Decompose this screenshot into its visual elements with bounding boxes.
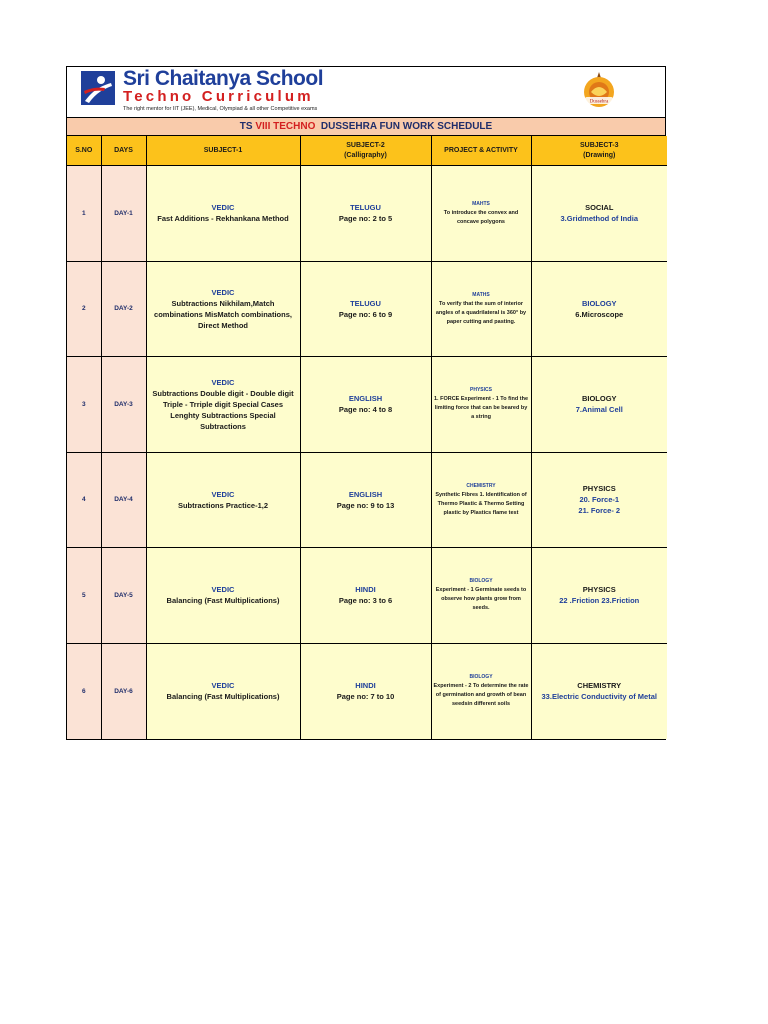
subject2-body: Page no: 6 to 9 xyxy=(338,309,393,319)
table-row xyxy=(67,357,667,453)
col-subject2-sub: (Calligraphy) xyxy=(344,151,387,159)
project-title: PHYSICS xyxy=(470,387,492,394)
subject3-body: 22 .Friction 23.Friction xyxy=(559,596,640,606)
project-title: MAHTS xyxy=(472,200,490,207)
col-subject2 xyxy=(300,136,431,166)
row-subject3 xyxy=(531,452,667,548)
project-title: BIOLOGY xyxy=(469,674,493,680)
subject1-title: VEDIC xyxy=(211,287,235,297)
col-subject3-title: SUBJECT-3 xyxy=(579,141,619,149)
school-logo-icon xyxy=(81,71,115,105)
row-subject2 xyxy=(300,452,431,548)
dussehra-badge-icon xyxy=(579,70,619,112)
brand-tagline: The right mentor for IIT (JEE), Medical, Olympiad & all other Competitive exams xyxy=(123,106,318,112)
col-sno: S.NO xyxy=(67,136,101,166)
row-day: DAY-3 xyxy=(101,357,146,453)
badge-label: Dussehra xyxy=(589,99,609,105)
brand-name: Sri Chaitanya School xyxy=(123,67,324,90)
subject2-title: ENGLISH xyxy=(348,394,383,404)
table-row xyxy=(67,261,667,357)
subject2-title: ENGLISH xyxy=(348,489,383,499)
row-project xyxy=(431,548,531,644)
subject3-body: 7.Animal Cell xyxy=(575,405,623,415)
row-subject2 xyxy=(300,357,431,453)
title-prefix: TS xyxy=(239,121,256,132)
subject3-body-2: 21. Force- 2 xyxy=(578,506,621,516)
subject1-title: VEDIC xyxy=(211,681,235,690)
row-project xyxy=(431,261,531,357)
row-subject1 xyxy=(146,643,300,739)
project-body: 1. FORCE Experiment - 1 To find the limiting force that can be beared by a string xyxy=(433,396,529,421)
subject1-body: Subtractions Nikhilam,Match combinations MisMatch combinations, Direct Method xyxy=(154,298,292,330)
subject2-title: TELUGU xyxy=(350,298,381,308)
project-title: BIOLOGY xyxy=(469,578,493,585)
title-grade: VIII TECHNO xyxy=(255,121,316,132)
subject2-title: HINDI xyxy=(355,681,376,690)
subject2-body: Page no: 7 to 10 xyxy=(336,692,395,701)
col-subject3 xyxy=(531,136,667,166)
subject2-body: Page no: 2 to 5 xyxy=(338,214,393,224)
row-subject3 xyxy=(531,166,667,262)
row-sno: 2 xyxy=(67,261,101,357)
subject2-body: Page no: 3 to 6 xyxy=(338,596,393,606)
subject2-title: HINDI xyxy=(355,585,376,595)
subject1-title: VEDIC xyxy=(211,489,235,499)
subject2-body: Page no: 9 to 13 xyxy=(336,500,395,510)
subject3-title: PHYSICS xyxy=(582,585,616,595)
project-title: CHEMISTRY xyxy=(466,482,496,489)
subject3-title: BIOLOGY xyxy=(581,298,617,308)
row-sno: 4 xyxy=(67,452,101,548)
logo-text xyxy=(123,67,323,113)
subject1-body: Balancing (Fast Multiplications) xyxy=(166,692,280,701)
table-row xyxy=(67,452,667,548)
row-subject2 xyxy=(300,548,431,644)
subject1-title: VEDIC xyxy=(211,377,235,387)
row-subject2 xyxy=(300,261,431,357)
subject1-body: Balancing (Fast Multiplications) xyxy=(166,596,280,606)
row-sno: 6 xyxy=(67,643,101,739)
subject3-title: CHEMISTRY xyxy=(577,681,622,690)
row-day: DAY-2 xyxy=(101,261,146,357)
subject1-title: VEDIC xyxy=(211,585,235,595)
subject2-body: Page no: 4 to 8 xyxy=(338,405,393,415)
subject1-body: Subtractions Practice-1,2 xyxy=(177,500,269,510)
subject3-body: 6.Microscope xyxy=(575,309,624,319)
project-body: Experiment - 1 Germinate seeds to observe how plants grow from seeds. xyxy=(435,587,527,612)
row-day: DAY-5 xyxy=(101,548,146,644)
row-subject1 xyxy=(146,452,300,548)
project-body: Synthetic Fibres 1. Identification of Thermo Plastic & Thermo Setting plastic by Plastics flame test xyxy=(435,491,527,516)
project-body: To verify that the sum of interior angles of a quadrilateral is 360° by paper cutting and pasting. xyxy=(435,300,527,325)
row-project xyxy=(431,166,531,262)
schedule-table xyxy=(67,136,667,739)
subject2-title: TELUGU xyxy=(350,203,381,213)
row-project xyxy=(431,357,531,453)
row-sno: 1 xyxy=(67,166,101,262)
row-subject2 xyxy=(300,643,431,739)
subject3-body: 33.Electric Conductivity of Metal xyxy=(541,692,657,701)
subject3-title: SOCIAL xyxy=(585,203,614,213)
subject1-title: VEDIC xyxy=(211,203,235,213)
project-body: To introduce the convex and concave polygons xyxy=(443,209,519,225)
subject3-body: 20. Force-1 xyxy=(579,495,620,505)
subject1-body: Subtractions Double digit - Double digit Triple - Trriple digit Special Cases Lenghty Subtractions Special Subtractions xyxy=(152,388,294,431)
schedule-sheet xyxy=(66,66,666,740)
row-sno: 3 xyxy=(67,357,101,453)
row-subject2 xyxy=(300,166,431,262)
col-subject1: SUBJECT-1 xyxy=(146,136,300,166)
row-subject3 xyxy=(531,548,667,644)
row-day: DAY-6 xyxy=(101,643,146,739)
subject1-body: Fast Additions - Rekhankana Method xyxy=(157,214,289,224)
row-day: DAY-4 xyxy=(101,452,146,548)
subject3-title: PHYSICS xyxy=(582,484,616,494)
row-subject3 xyxy=(531,261,667,357)
project-body: Experiment - 2 To determine the rate of germination and growth of bean seedsin different soils xyxy=(433,683,529,707)
subject3-title: BIOLOGY xyxy=(581,394,617,404)
subject3-body: 3.Gridmethod of India xyxy=(560,214,638,224)
col-days: DAYS xyxy=(101,136,146,166)
row-subject1 xyxy=(146,166,300,262)
row-day: DAY-1 xyxy=(101,166,146,262)
row-subject1 xyxy=(146,261,300,357)
row-project xyxy=(431,643,531,739)
row-subject3 xyxy=(531,357,667,453)
project-title: MATHS xyxy=(472,291,490,298)
table-row xyxy=(67,166,667,262)
title-rest: DUSSEHRA FUN WORK SCHEDULE xyxy=(315,121,493,132)
table-row xyxy=(67,548,667,644)
brand-subtitle: Techno Curriculum xyxy=(123,88,314,105)
table-header-row xyxy=(67,136,667,166)
col-subject3-sub: (Drawing) xyxy=(583,151,616,159)
row-subject1 xyxy=(146,357,300,453)
col-project: PROJECT & ACTIVITY xyxy=(431,136,531,166)
row-subject1 xyxy=(146,548,300,644)
school-header xyxy=(67,67,665,118)
row-subject3 xyxy=(531,643,667,739)
row-project xyxy=(431,452,531,548)
table-row xyxy=(67,643,667,739)
row-sno: 5 xyxy=(67,548,101,644)
schedule-title xyxy=(67,118,665,136)
col-subject2-title: SUBJECT-2 xyxy=(346,141,385,149)
